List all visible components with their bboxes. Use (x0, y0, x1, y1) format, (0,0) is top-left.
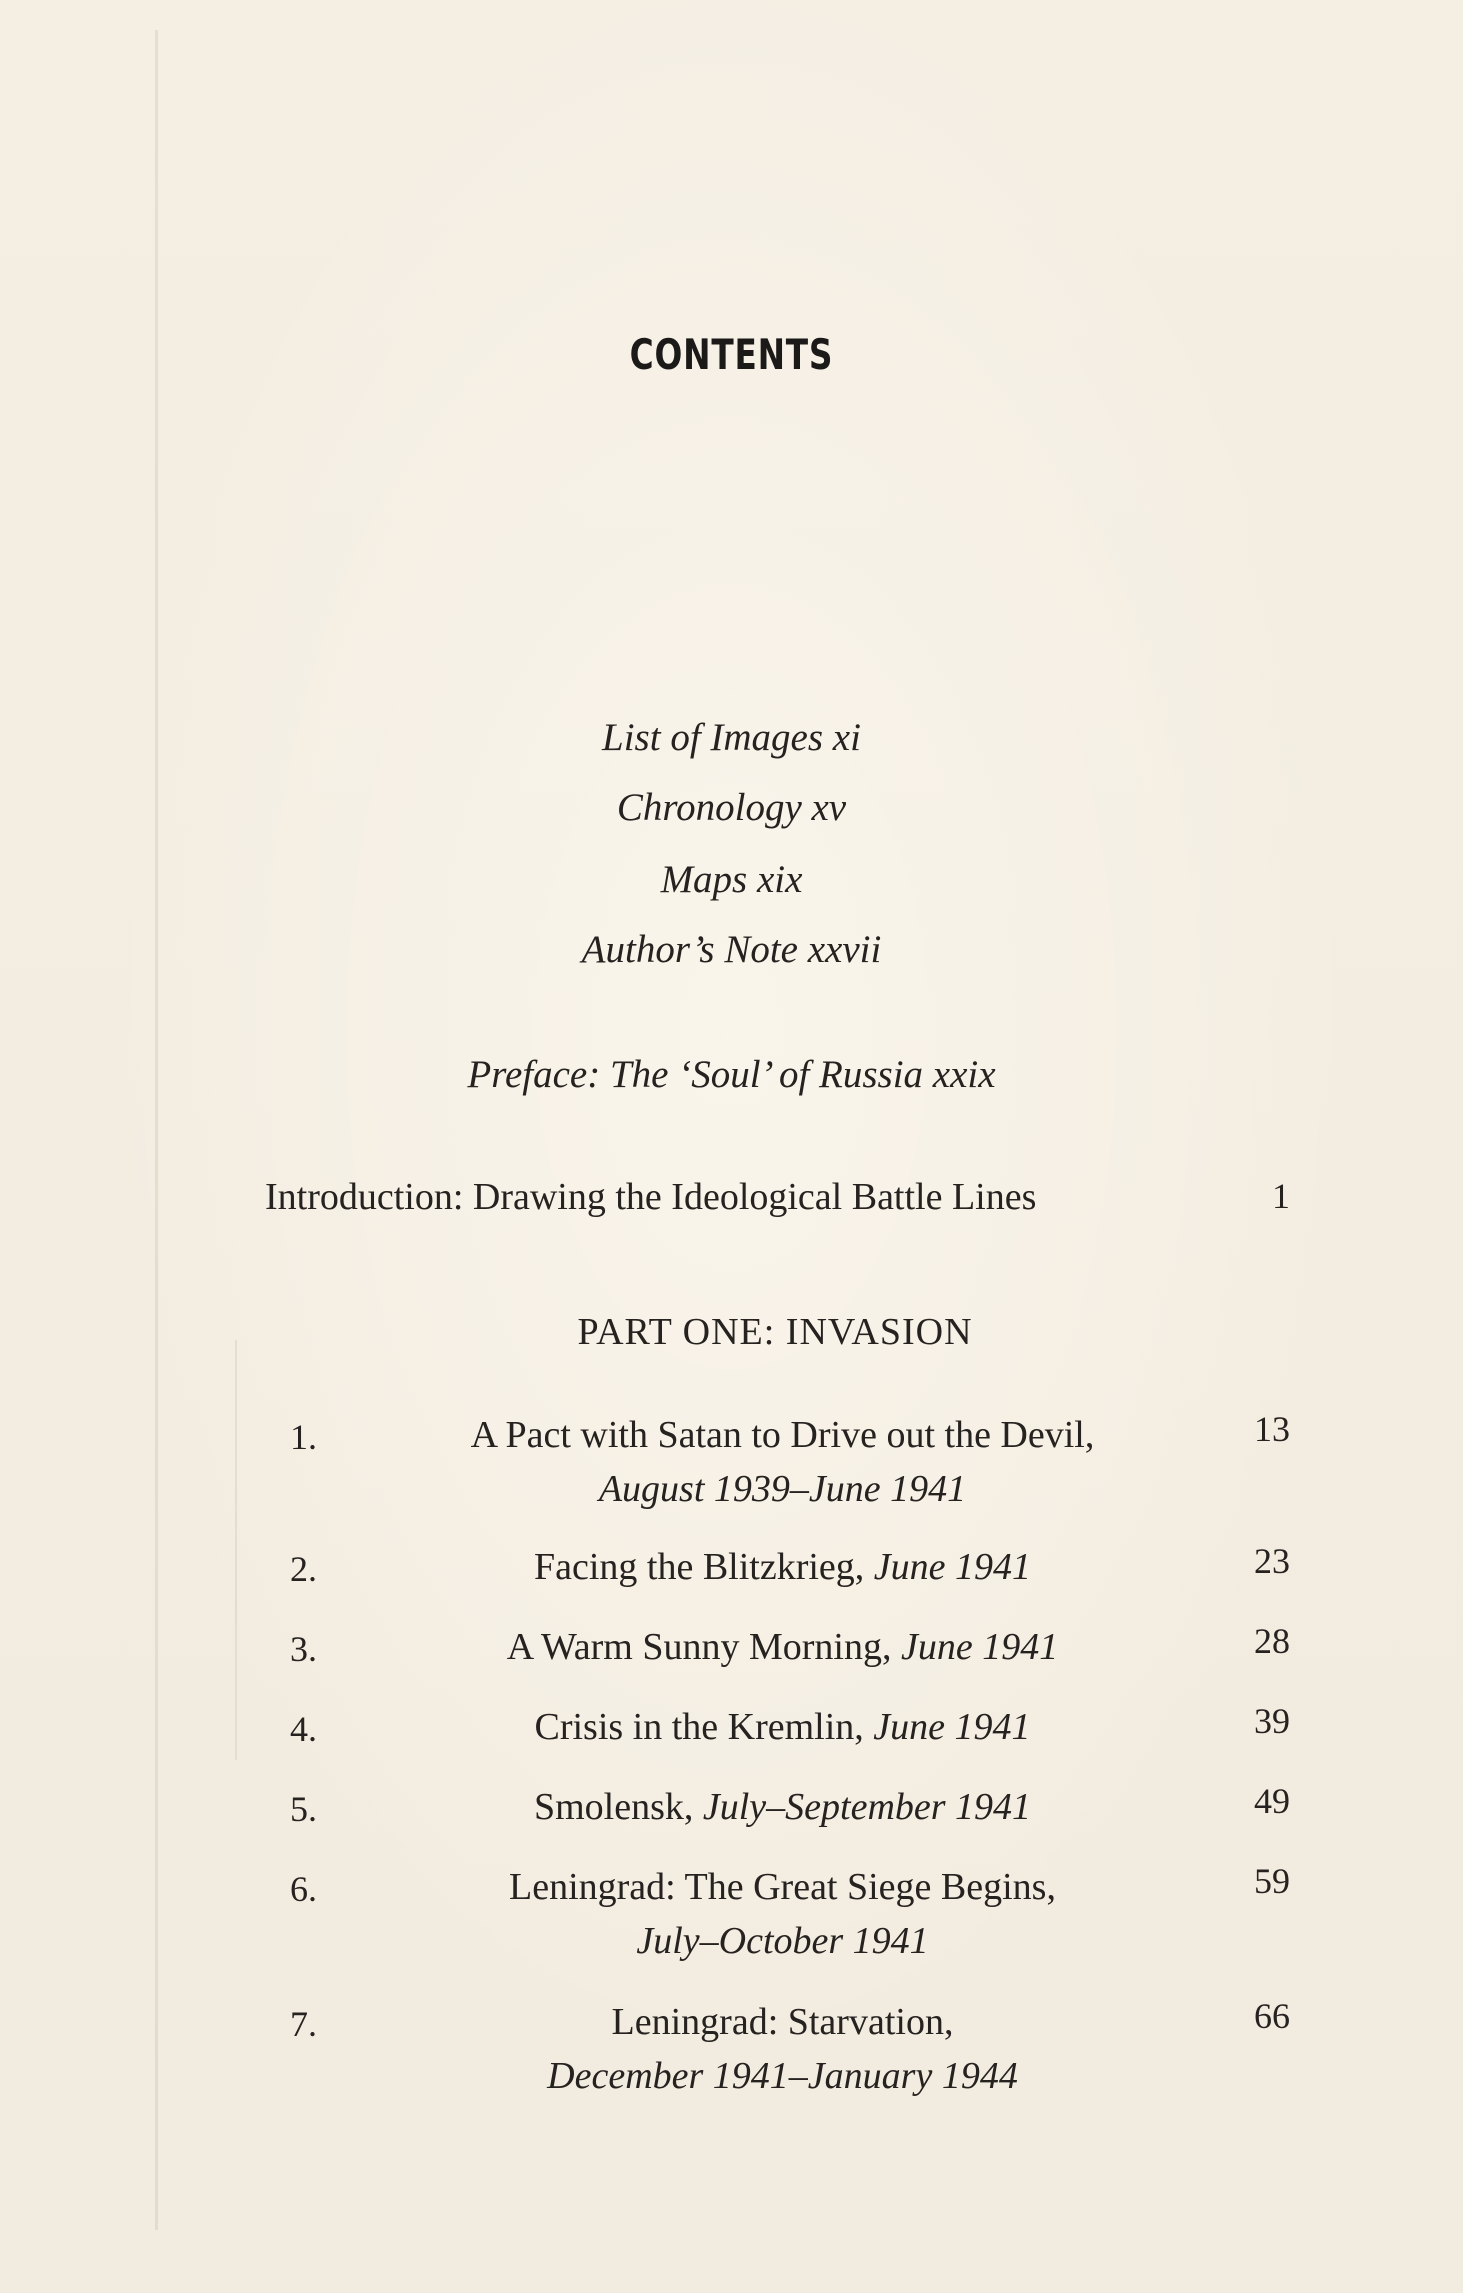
front-matter-authors-note: Author’s Note xxvii (581, 928, 882, 971)
front-matter-list-of-images: List of Images xi (602, 716, 861, 759)
chapter-number: 2. (290, 1549, 317, 1589)
chapter-title: A Pact with Satan to Drive out the Devil, (470, 1414, 1095, 1456)
chapter-title: Leningrad: Starvation, (611, 2001, 954, 2043)
chapter-title: Leningrad: The Great Siege Begins, (509, 1866, 1056, 1908)
introduction-title: Introduction: Drawing the Ideological Battle Lines (265, 1176, 1037, 1218)
introduction-page-number: 1 (1272, 1176, 1290, 1216)
chapter-page-number: 59 (1254, 1861, 1290, 1901)
chapter-page-number: 13 (1254, 1409, 1290, 1449)
chapter-date: June 1941 (873, 1546, 1032, 1588)
part-heading: PART ONE: INVASION (577, 1311, 973, 1353)
chapter-page-number: 28 (1254, 1621, 1290, 1661)
chapter-page-number: 66 (1254, 1996, 1290, 2036)
chapter-title: Smolensk, (533, 1786, 694, 1828)
chapter-title: Crisis in the Kremlin, (534, 1706, 864, 1748)
chapter-page-number: 49 (1254, 1781, 1290, 1821)
chapter-number: 6. (290, 1869, 317, 1909)
front-matter-chronology: Chronology xv (616, 786, 847, 829)
chapter-date-line: July–October 1941 (636, 1920, 929, 1962)
contents-heading: CONTENTS (629, 330, 834, 379)
chapter-date: July–September 1941 (702, 1786, 1032, 1828)
chapter-title: Facing the Blitzkrieg, (533, 1546, 865, 1588)
front-matter-maps: Maps xix (660, 858, 803, 901)
chapter-title: A Warm Sunny Morning, (506, 1626, 892, 1668)
chapter-number: 7. (290, 2004, 317, 2044)
chapter-page-number: 23 (1254, 1541, 1290, 1581)
chapter-date: June 1941 (900, 1626, 1059, 1668)
chapter-number: 5. (290, 1789, 317, 1829)
chapter-page-number: 39 (1254, 1701, 1290, 1741)
front-matter-preface: Preface: The ‘Soul’ of Russia xxix (467, 1053, 996, 1096)
chapter-number: 4. (290, 1709, 317, 1749)
chapter-date: June 1941 (873, 1706, 1031, 1748)
chapter-date-line: August 1939–June 1941 (598, 1468, 967, 1510)
chapter-date-line: December 1941–January 1944 (547, 2055, 1018, 2097)
chapter-number: 3. (290, 1629, 317, 1669)
chapter-number: 1. (290, 1417, 317, 1457)
